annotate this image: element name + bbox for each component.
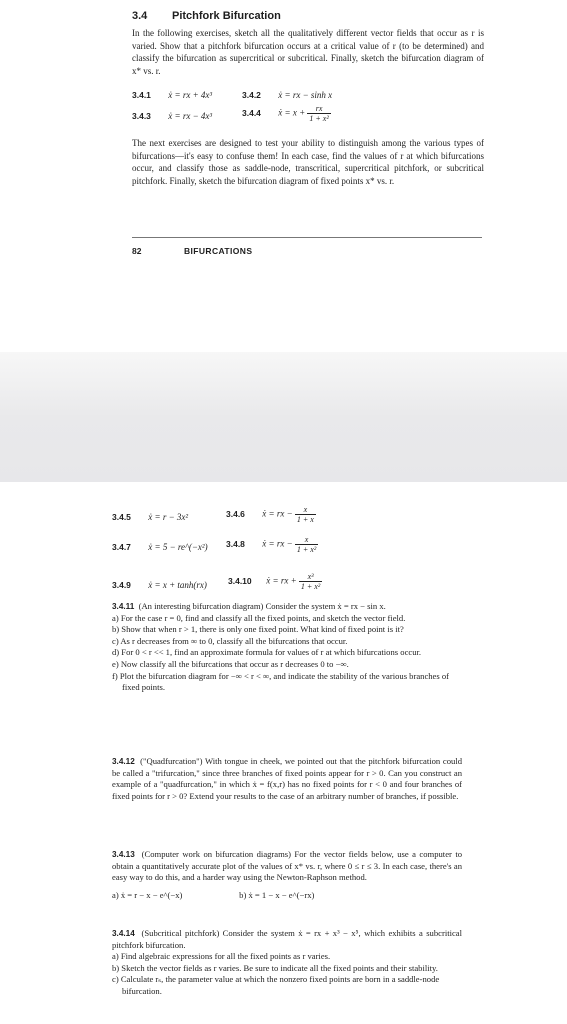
fraction-numerator: x xyxy=(295,505,316,515)
exercise-number: 3.4.7 xyxy=(112,542,131,552)
exercise-part: c) As r decreases from ∞ to 0, classify all the bifurcations that occur. xyxy=(112,635,348,646)
exercise-3-4-13 xyxy=(112,849,462,901)
exercise-3-4-10 xyxy=(228,572,322,591)
exercise-equation: ẋ = x + xyxy=(278,107,306,118)
running-head: BIFURCATIONS xyxy=(184,246,253,256)
exercise-number: 3.4.2 xyxy=(242,90,261,100)
exercise-number: 3.4.9 xyxy=(112,580,131,590)
exercise-equation: ẋ = rx − xyxy=(262,508,293,519)
exercise-equation: ẋ = rx − 4x³ xyxy=(168,111,213,121)
fraction-numerator: rx xyxy=(307,104,330,114)
exercise-text: ("Quadfurcation") With tongue in cheek, we pointed out that the pitchfork bifurcation could be called a "trifurcation," since three branches of fixed points appear for r > 0. Can you construct an example of a "quadfurcation," in which ẋ = f(x,r) has no fixed points for r < 0 and four branches of fixed points for r > 0? Extend your results to the case of an arbitrary number of branches, if possible. xyxy=(112,756,463,801)
fraction-denominator: 1 + x xyxy=(296,515,314,524)
fraction xyxy=(295,535,318,554)
fraction-denominator: 1 + x² xyxy=(296,545,317,554)
exercise-3-4-11 xyxy=(112,601,462,694)
exercise-part: c) Calculate rₛ, the parameter value at which the nonzero fixed points are born in a saddle-node bifurcation. xyxy=(112,974,440,996)
exercise-3-4-2 xyxy=(242,90,332,100)
exercise-equation: ẋ = x + tanh(rx) xyxy=(148,580,207,590)
exercise-equation: ẋ = rx + xyxy=(266,575,297,586)
section-title: Pitchfork Bifurcation xyxy=(172,10,281,22)
exercise-3-4-14 xyxy=(112,928,462,998)
fraction xyxy=(295,505,316,524)
exercise-text: (An interesting bifurcation diagram) Consider the system ẋ = rx − sin x. xyxy=(138,601,386,611)
fraction-numerator: x³ xyxy=(299,572,322,582)
exercise-part: d) For 0 < r << 1, find an approximate formula for values of r at which bifurcations occur. xyxy=(112,647,422,658)
page-number: 82 xyxy=(132,246,142,256)
page-bottom xyxy=(0,482,567,1024)
exercise-part: a) ẋ = r − x − e^(−x) xyxy=(112,889,183,900)
page-rule xyxy=(132,237,482,238)
section-number: 3.4 xyxy=(132,10,148,22)
exercise-part: f) Plot the bifurcation diagram for −∞ < r < ∞, and indicate the stability of the various branches of fixed points. xyxy=(112,670,450,693)
exercise-number: 3.4.4 xyxy=(242,107,261,118)
next-intro-paragraph: The next exercises are designed to test your ability to distinguish among the various types of bifurcations—it's easy to confuse them! In each case, find the values of r at which bifurcations occur, and classify those as saddle-node, transcritical, supercritical pitchfork, or subcritical pitchfork. Finally, sketch the bifurcation diagram of fixed points x* vs. r. xyxy=(132,138,484,186)
exercise-part: a) For the case r = 0, find and classify all the fixed points, and sketch the vector field. xyxy=(112,612,406,623)
exercise-3-4-5 xyxy=(112,512,188,522)
exercise-3-4-3 xyxy=(132,111,212,121)
exercise-number: 3.4.6 xyxy=(226,508,245,519)
exercise-part: b) Sketch the vector fields as r varies. Be sure to indicate all the fixed points and their stability. xyxy=(112,962,438,973)
page-gap xyxy=(0,352,567,482)
fraction xyxy=(307,104,330,123)
fraction-denominator: 1 + x² xyxy=(309,114,329,123)
exercise-equation: ẋ = rx − sinh x xyxy=(278,90,333,100)
exercise-part: e) Now classify all the bifurcations that occur as r decreases 0 to −∞. xyxy=(112,658,349,669)
fraction-denominator: 1 + x² xyxy=(300,582,321,591)
exercise-number: 3.4.1 xyxy=(132,90,151,100)
intro-paragraph: In the following exercises, sketch all the qualitatively different vector fields that occur as r is varied. Show that a pitchfork bifurcation occurs at a critical value of r (to be determined) and classify the bifurcation as supercritical or subcritical. Finally, sketch the bifurcation diagram of x* vs. r. xyxy=(132,28,484,76)
exercise-number: 3.4.13 xyxy=(112,850,135,859)
exercise-part: b) ẋ = 1 − x − e^(−rx) xyxy=(239,889,315,900)
exercise-3-4-4 xyxy=(242,104,331,123)
exercise-equation: ẋ = rx − xyxy=(262,538,293,549)
exercise-text: (Computer work on bifurcation diagrams) For the vector fields below, use a computer to obtain a quantitatively accurate plot of the values of x* vs. r, where 0 ≤ r ≤ 3. In each case, there's an easy way to do this, and a harder way using the Newton-Raphson method. xyxy=(112,849,462,883)
exercise-3-4-9 xyxy=(112,580,207,590)
exercise-number: 3.4.10 xyxy=(228,575,252,586)
exercise-part: a) Find algebraic expressions for all the fixed points as r varies. xyxy=(112,951,331,962)
exercise-part: b) Show that when r > 1, there is only one fixed point. What kind of fixed point is it? xyxy=(112,624,404,635)
exercise-number: 3.4.5 xyxy=(112,512,131,522)
exercise-3-4-12 xyxy=(112,756,462,802)
exercise-3-4-7 xyxy=(112,542,208,552)
exercise-number: 3.4.8 xyxy=(226,538,245,549)
exercise-3-4-1 xyxy=(132,90,212,100)
fraction-numerator: x xyxy=(295,535,318,545)
exercise-number: 3.4.11 xyxy=(112,602,135,611)
fraction xyxy=(299,572,322,591)
exercise-3-4-8 xyxy=(226,535,318,554)
exercise-equation: ẋ = r − 3x² xyxy=(148,512,189,522)
exercise-equation: ẋ = rx + 4x³ xyxy=(168,90,213,100)
exercise-text: (Subcritical pitchfork) Consider the system ẋ = rx + x³ − x⁵, which exhibits a subcritical pitchfork bifurcation. xyxy=(112,928,462,950)
exercise-number: 3.4.14 xyxy=(112,929,135,938)
exercise-3-4-6 xyxy=(226,505,316,524)
exercise-number: 3.4.12 xyxy=(112,757,135,766)
page-top xyxy=(0,0,567,352)
exercise-number: 3.4.3 xyxy=(132,111,151,121)
exercise-equation: ẋ = 5 − re^(−x²) xyxy=(148,542,208,552)
